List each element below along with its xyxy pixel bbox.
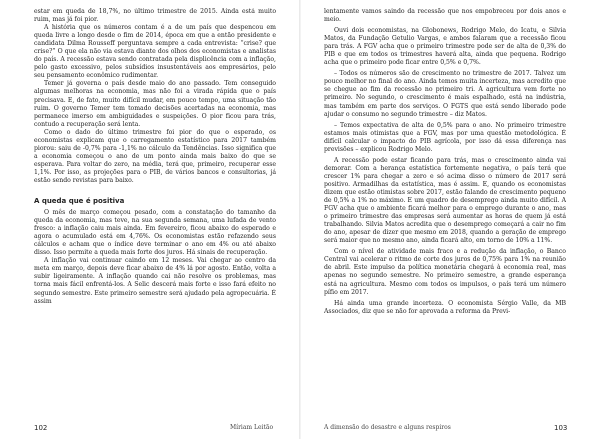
left-paragraph-2: A história que os números contam é a de um país que despencou em queda livre a longo desde o fim de 2014, época em que a então presidente e candidata Dilma Rousseff perguntava sempre a cada entrevista: “crise? que crise?” O que ela não via estava diante dos olhos dos economistas e analistas do país. A recessão estava sendo contratada pela displicência com a inflação, pelo gasto excessivo, pelos subsídios insustentáveis aos empresários, pelo seu pensamento econômico rudimentar. [34, 24, 276, 80]
right-running-head-text: A dimensão do desastre e alguns respiros [324, 424, 451, 431]
right-running-head [324, 424, 451, 432]
right-paragraph-1: lentamente vamos saindo da recessão que nos empobreceu por dois anos e meio. [324, 8, 566, 24]
right-paragraph-7: Há ainda uma grande incerteza. O economista Sérgio Valle, da MB Associados, diz que se não for aprovada a reforma da Previ- [324, 299, 566, 315]
left-paragraph-4: Como o dado do último trimestre foi pior do que o esperado, os economistas explicam que o carregamento estatístico para 2017 também piorou: saiu de -0,7% para -1,1% no cálculo da Tendências. Isso significa que a economia começou o ano de um ponto ainda mais baixo do que se esperava. Para voltar do zero, na média, terá que, primeiro, recuperar esse 1,1%. Por isso, as projeções para o PIB, de vários bancos e consultorias, já estão sendo revistas para baixo. [34, 128, 276, 184]
right-page-number-text: 103 [554, 424, 568, 432]
right-paragraph-6: Com o nível de atividade mais fraco e a redução da inflação, o Banco Central vai acelerar o ritmo de corte dos juros de 0,75% para 1% na reunião de abril. Este impulso da política monetária chegará à economia real, mas apenas no segundo semestre. No primeiro semestre, a grande esperança está na agricultura. Mesmo com todos os impulsos, o país terá um número pífio em 2017. [324, 248, 566, 296]
left-page-number [34, 424, 47, 433]
left-running-head [230, 424, 273, 432]
left-page-body [34, 8, 276, 420]
right-paragraph-5: A recessão pode estar ficando para trás, mas o crescimento ainda vai demorar. Com a herança estatística fortemente negativa, o país terá que crescer 1% para chegar a zero e só acima disso o número de 2017 será positivo. Armadilhas da estatística, mas é assim. E, quando os economistas dizem que estão otimistas sobre 2017, estão falando de crescimento pequeno de 0,5% a 1% no máximo. E um quadro de desemprego ainda muito difícil. A FGV acha que o ambiente ficará melhor para o emprego durante o ano, mas o primeiro trimestre das empresas será aumentar as horas de quem já está trabalhando. Silvia Matos acredita que o desemprego começará a cair no fim do ano, apesar de dizer que mesmo em 2018, quando a geração de emprego será maior que no mesmo ano, ainda ficará alto, em torno de 10% a 11%. [324, 156, 566, 245]
right-page-number [554, 424, 567, 433]
right-paragraph-4: – Temos expectativa de alta de 0,5% para o ano. No primeiro trimestre estamos mais otimistas que a FGV, mas por uma questão metodológica. É difícil calcular o impacto do PIB agrícola, por isso dá essa diferença nas previsões – explicou Rodrigo Melo. [324, 121, 566, 153]
right-page-body [324, 8, 566, 420]
left-paragraph-6: A inflação vai continuar caindo em 12 meses. Vai chegar ao centro da meta em março, depois deve ficar abaixo de 4% lá por agosto. Então, volta a subir ligeiramente. A inflação quando cai não resolve os problemas, mas torna mais fácil enfrentá-los. A Selic descerá mais forte e isso fará efeito no segundo semestre. Este primeiro semestre será ajudado pela agropecuária. É assim [34, 257, 276, 305]
left-page-number-text: 102 [34, 424, 48, 432]
left-paragraph-5: O mês de março começou pesado, com a constatação do tamanho da queda da economia, mas teve, na sua segunda semana, uma lufada de vento fresco: a inflação caiu mais ainda. Em fevereiro, ficou abaixo do esperado e agora o acumulado está em 4,76%. Os economistas estão refazendo seus cálculos e acham que o índice deve terminar o ano em 4% ou até abaixo disso. Isso permite a queda mais forte dos juros. Há sinais de recuperação. [34, 209, 276, 257]
left-paragraph-3: Temer já governa o país desde maio do ano passado. Tem conseguido algumas melhoras na economia, mas não foi a virada rápida que o país precisava. E, de fato, muito difícil mudar, em pouco tempo, uma situação tão ruim. O governo Temer tem tomado decisões acertadas na economia, mas permanece imerso em ambiguidades e suspeições. O pior ficou para trás, contudo a recuperação será lenta. [34, 80, 276, 128]
right-paragraph-3: – Todos os números são de crescimento no trimestre de 2017. Talvez um pouco melhor no final do ano. Ainda temos muita incerteza, mas acredito que se chegue ao fim da recessão no primeiro tri. A agricultura vem forte no primeiro. No segundo, o crescimento é mais espalhado, está na indústria, mas também em parte dos serviços. O FGTS que está sendo liberado pode ajudar o consumo no segundo trimestre – diz Matos. [324, 70, 566, 118]
right-paragraph-2: Ouvi dois economistas, na Globonews, Rodrigo Melo, do Icatu, e Silvia Matos, da Fundação Getulio Vargas, e ambos falaram que a recessão ficou para trás. A FGV acha que o primeiro trimestre pode ser de alta de 0,3% do PIB e que em todos os trimestres haverá alta, ainda que pequena. Rodrigo acha que o primeiro pode ficar entre 0,5% e 0,7%. [324, 27, 566, 67]
section-heading: A queda que é positiva [34, 197, 125, 206]
left-running-head-text: Míriam Leitão [230, 424, 274, 431]
left-paragraph-1: estar em queda de 18,7%, no último trimestre de 2015. Ainda está muito ruim, mas já foi pior. [34, 8, 276, 24]
